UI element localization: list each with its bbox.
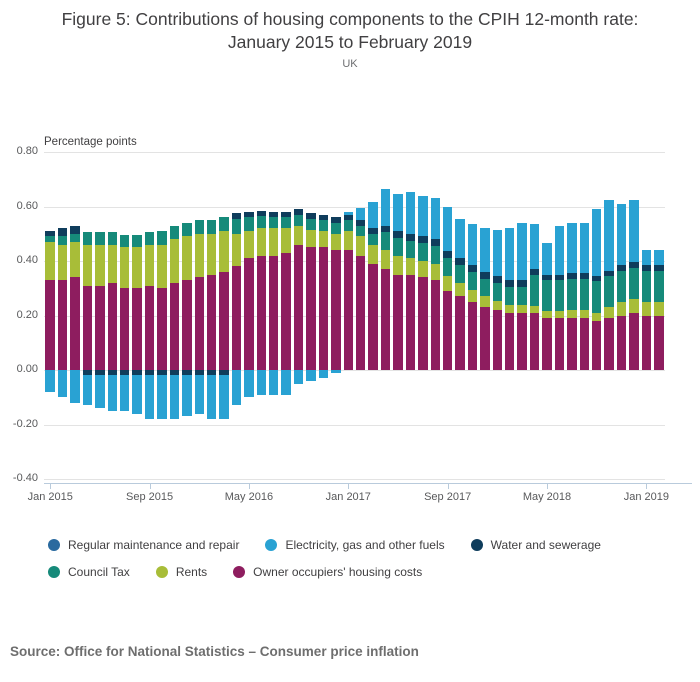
bar-segment [170, 283, 179, 370]
bar-segment [505, 313, 514, 370]
bar-segment [455, 283, 464, 297]
bar-segment [83, 375, 92, 405]
bar-segment [555, 280, 564, 311]
bar-segment [182, 375, 191, 416]
bar-segment [207, 375, 216, 419]
bar-segment [480, 228, 489, 272]
bar-segment [45, 231, 54, 236]
bar-segment [219, 217, 228, 231]
bar-segment [281, 370, 290, 395]
bar-segment [617, 265, 626, 270]
bar-segment [617, 316, 626, 371]
bar-segment [120, 288, 129, 370]
bar-segment [443, 207, 452, 252]
bar-segment [431, 239, 440, 246]
legend-item-water-and-sewerage [471, 538, 601, 552]
bar-segment [244, 370, 253, 397]
bar-segment [281, 212, 290, 217]
x-tick [50, 483, 51, 489]
page-title: Figure 5: Contributions of housing components to the CPIH 12-month rate: January 2015 to February 2019 [61, 9, 639, 53]
bar-segment [468, 224, 477, 265]
bar-segment [505, 280, 514, 287]
bar-segment [642, 250, 651, 265]
bar-segment [517, 280, 526, 287]
bar-segment [393, 194, 402, 231]
bar-segment [281, 253, 290, 370]
bar-segment [480, 296, 489, 307]
bar-segment [356, 236, 365, 255]
bar-segment [257, 370, 266, 395]
bar-segment [344, 231, 353, 250]
bar-segment [58, 236, 67, 244]
bar-segment [654, 316, 663, 371]
gridline [44, 425, 665, 426]
bar-segment [232, 219, 241, 234]
y-tick-label: -0.20 [12, 417, 38, 430]
bar-segment [182, 236, 191, 280]
bar-segment [269, 370, 278, 395]
bar-segment [542, 275, 551, 280]
bar-segment [567, 318, 576, 370]
bar-segment [542, 280, 551, 311]
bar-segment [642, 265, 651, 270]
bar-segment [431, 198, 440, 239]
bar-segment [331, 234, 340, 250]
legend-swatch-icon [156, 566, 168, 578]
bar-segment [45, 236, 54, 241]
y-tick-label: -0.40 [12, 472, 38, 484]
legend-label: Water and sewerage [490, 538, 601, 552]
bar-segment [406, 258, 415, 274]
bar-segment [344, 215, 353, 220]
bar-segment [195, 277, 204, 370]
x-axis-line [44, 483, 692, 484]
bar-segment [108, 232, 117, 244]
bar-segment [654, 302, 663, 316]
bar-segment [604, 318, 613, 370]
bar-segment [95, 232, 104, 244]
bar-segment [443, 258, 452, 276]
bar-segment [170, 375, 179, 419]
bar-segment [70, 226, 79, 234]
bar-segment [493, 301, 502, 311]
bar-segment [219, 231, 228, 272]
bar-segment [604, 276, 613, 307]
bar-segment [580, 279, 589, 310]
bar-segment [567, 279, 576, 310]
bar-segment [555, 275, 564, 280]
bar-segment [145, 375, 154, 419]
bar-segment [381, 189, 390, 226]
bar-segment [381, 250, 390, 269]
bar-segment [319, 370, 328, 378]
bar-segment [555, 311, 564, 318]
bar-segment [294, 370, 303, 384]
bar-segment [629, 268, 638, 299]
bar-segment [145, 286, 154, 370]
legend-label: Electricity, gas and other fuels [285, 538, 445, 552]
bar-segment [331, 217, 340, 222]
legend-label: Council Tax [68, 565, 130, 579]
bar-segment [443, 251, 452, 258]
bar-segment [219, 375, 228, 419]
bar-segment [604, 307, 613, 318]
bar-segment [480, 307, 489, 370]
x-tick [646, 483, 647, 489]
bar-segment [368, 228, 377, 233]
bar-segment [542, 311, 551, 318]
x-tick [249, 483, 250, 489]
bar-segment [207, 234, 216, 275]
bar-segment [580, 223, 589, 273]
bar-segment [132, 288, 141, 370]
bar-segment [580, 273, 589, 278]
bar-segment [195, 220, 204, 234]
bar-segment [431, 246, 440, 264]
bar-segment [95, 375, 104, 408]
bar-segment [45, 242, 54, 280]
bar-segment [517, 223, 526, 280]
bar-segment [281, 228, 290, 253]
y-tick-label: 0.00 [16, 363, 38, 375]
bar-segment [368, 245, 377, 264]
bar-segment [592, 281, 601, 312]
bar-segment [356, 256, 365, 370]
bar-segment [108, 283, 117, 370]
bar-segment [219, 272, 228, 370]
x-tick [448, 483, 449, 489]
bar-segment [517, 313, 526, 370]
bar-segment [542, 318, 551, 370]
legend-swatch-icon [48, 566, 60, 578]
bar-segment [356, 208, 365, 220]
bar-segment [356, 220, 365, 225]
y-tick-label: 0.60 [16, 199, 38, 212]
bar-segment [294, 245, 303, 370]
bar-segment [455, 219, 464, 259]
bar-segment [542, 243, 551, 274]
bar-segment [319, 231, 328, 247]
bar-segment [530, 269, 539, 274]
bar-segment [306, 230, 315, 248]
bar-segment [132, 235, 141, 247]
bar-segment [530, 306, 539, 313]
bar-segment [617, 302, 626, 316]
bar-segment [45, 280, 54, 370]
bar-segment [157, 375, 166, 419]
legend-row [48, 538, 688, 552]
bar-segment [294, 215, 303, 226]
bar-segment [294, 226, 303, 245]
bar-segment [306, 213, 315, 218]
bar-segment [120, 247, 129, 288]
bar-segment [555, 318, 564, 370]
bar-segment [83, 245, 92, 286]
bar-segment [319, 215, 328, 220]
legend-swatch-icon [233, 566, 245, 578]
x-tick [150, 483, 151, 489]
bar-segment [58, 228, 67, 236]
bar-segment [418, 236, 427, 243]
bar-segment [517, 305, 526, 313]
bar-segment [132, 247, 141, 288]
bar-segment [431, 264, 440, 280]
bar-segment [257, 211, 266, 216]
bar-segment [381, 226, 390, 233]
bar-segment [629, 299, 638, 313]
legend-label: Regular maintenance and repair [68, 538, 240, 552]
bar-segment [654, 250, 663, 265]
bar-segment [269, 217, 278, 228]
bar-segment [244, 231, 253, 258]
bar-segment [58, 280, 67, 370]
bar-segment [58, 370, 67, 397]
bar-segment [468, 265, 477, 272]
bar-segment [145, 245, 154, 286]
bar-segment [468, 290, 477, 302]
bar-segment [331, 250, 340, 370]
bar-segment [455, 265, 464, 283]
legend-item-regular-maintenance-and-repair [48, 538, 239, 552]
bar-segment [642, 302, 651, 316]
bar-segment [393, 256, 402, 275]
bar-segment [232, 213, 241, 218]
legend-label: Rents [175, 565, 208, 579]
gridline [44, 207, 665, 208]
gridline [44, 152, 665, 153]
bar-segment [629, 200, 638, 263]
bar-segment [580, 318, 589, 370]
bar-segment [455, 258, 464, 265]
bar-segment [157, 288, 166, 370]
x-tick-label: Sep 2015 [126, 491, 174, 503]
legend-item-council-tax [48, 565, 130, 579]
bar-segment [418, 196, 427, 237]
bar-segment [493, 310, 502, 370]
bar-segment [108, 245, 117, 283]
bar-segment [418, 261, 427, 277]
bar-segment [70, 277, 79, 370]
bar-segment [604, 200, 613, 271]
bar-segment [45, 370, 54, 392]
y-axis-label: Percentage points [44, 136, 137, 148]
legend-item-electricity-gas-and-other-fuels [265, 538, 444, 552]
bar-segment [157, 245, 166, 289]
bar-segment [455, 296, 464, 370]
bar-segment [170, 226, 179, 240]
bar-segment [418, 243, 427, 261]
legend-swatch-icon [471, 539, 483, 551]
bar-segment [393, 238, 402, 256]
bar-segment [331, 223, 340, 234]
bar-segment [157, 231, 166, 245]
x-tick-label: Sep 2017 [424, 491, 472, 503]
legend-row [48, 565, 688, 579]
bar-segment [617, 271, 626, 302]
bar-segment [654, 271, 663, 302]
bar-segment [443, 291, 452, 370]
x-tick-label: Jan 2019 [623, 491, 669, 503]
bar-segment [244, 258, 253, 370]
bar-segment [120, 375, 129, 410]
bar-segment [493, 283, 502, 301]
bar-segment [145, 232, 154, 244]
bar-segment [182, 280, 191, 370]
bar-segment [83, 232, 92, 244]
bar-segment [257, 256, 266, 370]
bar-segment [381, 232, 390, 250]
bar-segment [368, 202, 377, 228]
bar-segment [592, 276, 601, 281]
bar-segment [269, 228, 278, 255]
chart-legend [48, 538, 688, 592]
bar-segment [530, 275, 539, 306]
bar-segment [592, 321, 601, 370]
bar-segment [406, 241, 415, 259]
chart-subtitle: UK [342, 58, 358, 70]
bar-segment [505, 228, 514, 280]
bar-segment [505, 287, 514, 305]
legend-item-rents [156, 565, 207, 579]
source-line: Source: Office for National Statistics – Consumer price inflation [10, 644, 419, 659]
bar-segment [368, 234, 377, 245]
bar-segment [406, 275, 415, 370]
bar-segment [281, 217, 290, 228]
y-tick-label: 0.80 [16, 145, 38, 157]
bar-segment [368, 264, 377, 370]
bar-segment [120, 235, 129, 247]
bar-segment [480, 279, 489, 297]
bar-segment [480, 272, 489, 279]
bar-segment [629, 313, 638, 370]
bar-segment [269, 256, 278, 370]
bar-segment [468, 272, 477, 290]
bar-segment [108, 375, 117, 410]
bar-segment [530, 313, 539, 370]
bar-segment [517, 287, 526, 305]
bar-segment [294, 209, 303, 214]
bar-segment [244, 217, 253, 231]
bar-segment [83, 286, 92, 370]
bar-segment [393, 231, 402, 238]
legend-item-owner-occupiers-housing-costs [233, 565, 422, 579]
x-tick [547, 483, 548, 489]
legend-swatch-icon [48, 539, 60, 551]
legend-swatch-icon [265, 539, 277, 551]
bar-segment [232, 370, 241, 405]
bar-segment [493, 276, 502, 283]
x-tick-label: May 2018 [522, 491, 572, 503]
bar-segment [195, 234, 204, 278]
bar-segment [530, 224, 539, 269]
bar-segment [393, 275, 402, 370]
bar-segment [555, 226, 564, 275]
bar-segment [356, 226, 365, 237]
bar-segment [95, 245, 104, 286]
bar-segment [344, 220, 353, 231]
bar-segment [592, 209, 601, 276]
bar-segment [642, 316, 651, 371]
bar-segment [406, 192, 415, 234]
bar-segment [306, 370, 315, 381]
bar-segment [58, 245, 67, 280]
bar-segment [207, 220, 216, 234]
bar-segment [244, 212, 253, 217]
bar-segment [195, 375, 204, 413]
bar-segment [257, 228, 266, 255]
bar-segment [567, 223, 576, 273]
bar-segment [381, 269, 390, 370]
bar-segment [232, 234, 241, 267]
bar-segment [132, 375, 141, 413]
bar-segment [207, 275, 216, 370]
x-tick-label: May 2016 [224, 491, 274, 503]
bar-segment [567, 310, 576, 318]
bar-segment [95, 286, 104, 370]
bar-segment [269, 212, 278, 217]
bar-segment [331, 370, 340, 373]
bar-segment [70, 370, 79, 403]
bar-segment [344, 212, 353, 215]
bar-segment [170, 239, 179, 283]
bar-segment [493, 230, 502, 276]
bar-segment [580, 310, 589, 318]
bar-segment [443, 276, 452, 291]
y-tick-label: 0.40 [16, 254, 38, 266]
bar-segment [567, 273, 576, 278]
bar-segment [642, 271, 651, 302]
bar-segment [406, 234, 415, 241]
bar-segment [70, 242, 79, 277]
bar-segment [70, 234, 79, 242]
gridline [44, 479, 665, 480]
bar-segment [344, 250, 353, 370]
bar-segment [604, 271, 613, 276]
bar-segment [505, 305, 514, 313]
bar-segment [182, 223, 191, 237]
x-tick [348, 483, 349, 489]
bar-segment [468, 302, 477, 370]
bar-segment [617, 204, 626, 265]
bar-segment [592, 313, 601, 321]
x-tick-label: Jan 2017 [325, 491, 371, 503]
bar-segment [629, 262, 638, 267]
y-tick-label: 0.20 [16, 308, 38, 321]
bar-segment [319, 220, 328, 231]
bar-segment [257, 216, 266, 228]
bar-segment [654, 265, 663, 270]
legend-label: Owner occupiers' housing costs [253, 565, 423, 579]
bar-segment [232, 266, 241, 370]
bar-segment [306, 219, 315, 230]
bar-segment [319, 247, 328, 370]
x-tick-label: Jan 2015 [27, 491, 73, 503]
bar-segment [306, 247, 315, 370]
bar-segment [431, 280, 440, 370]
bar-segment [418, 277, 427, 370]
